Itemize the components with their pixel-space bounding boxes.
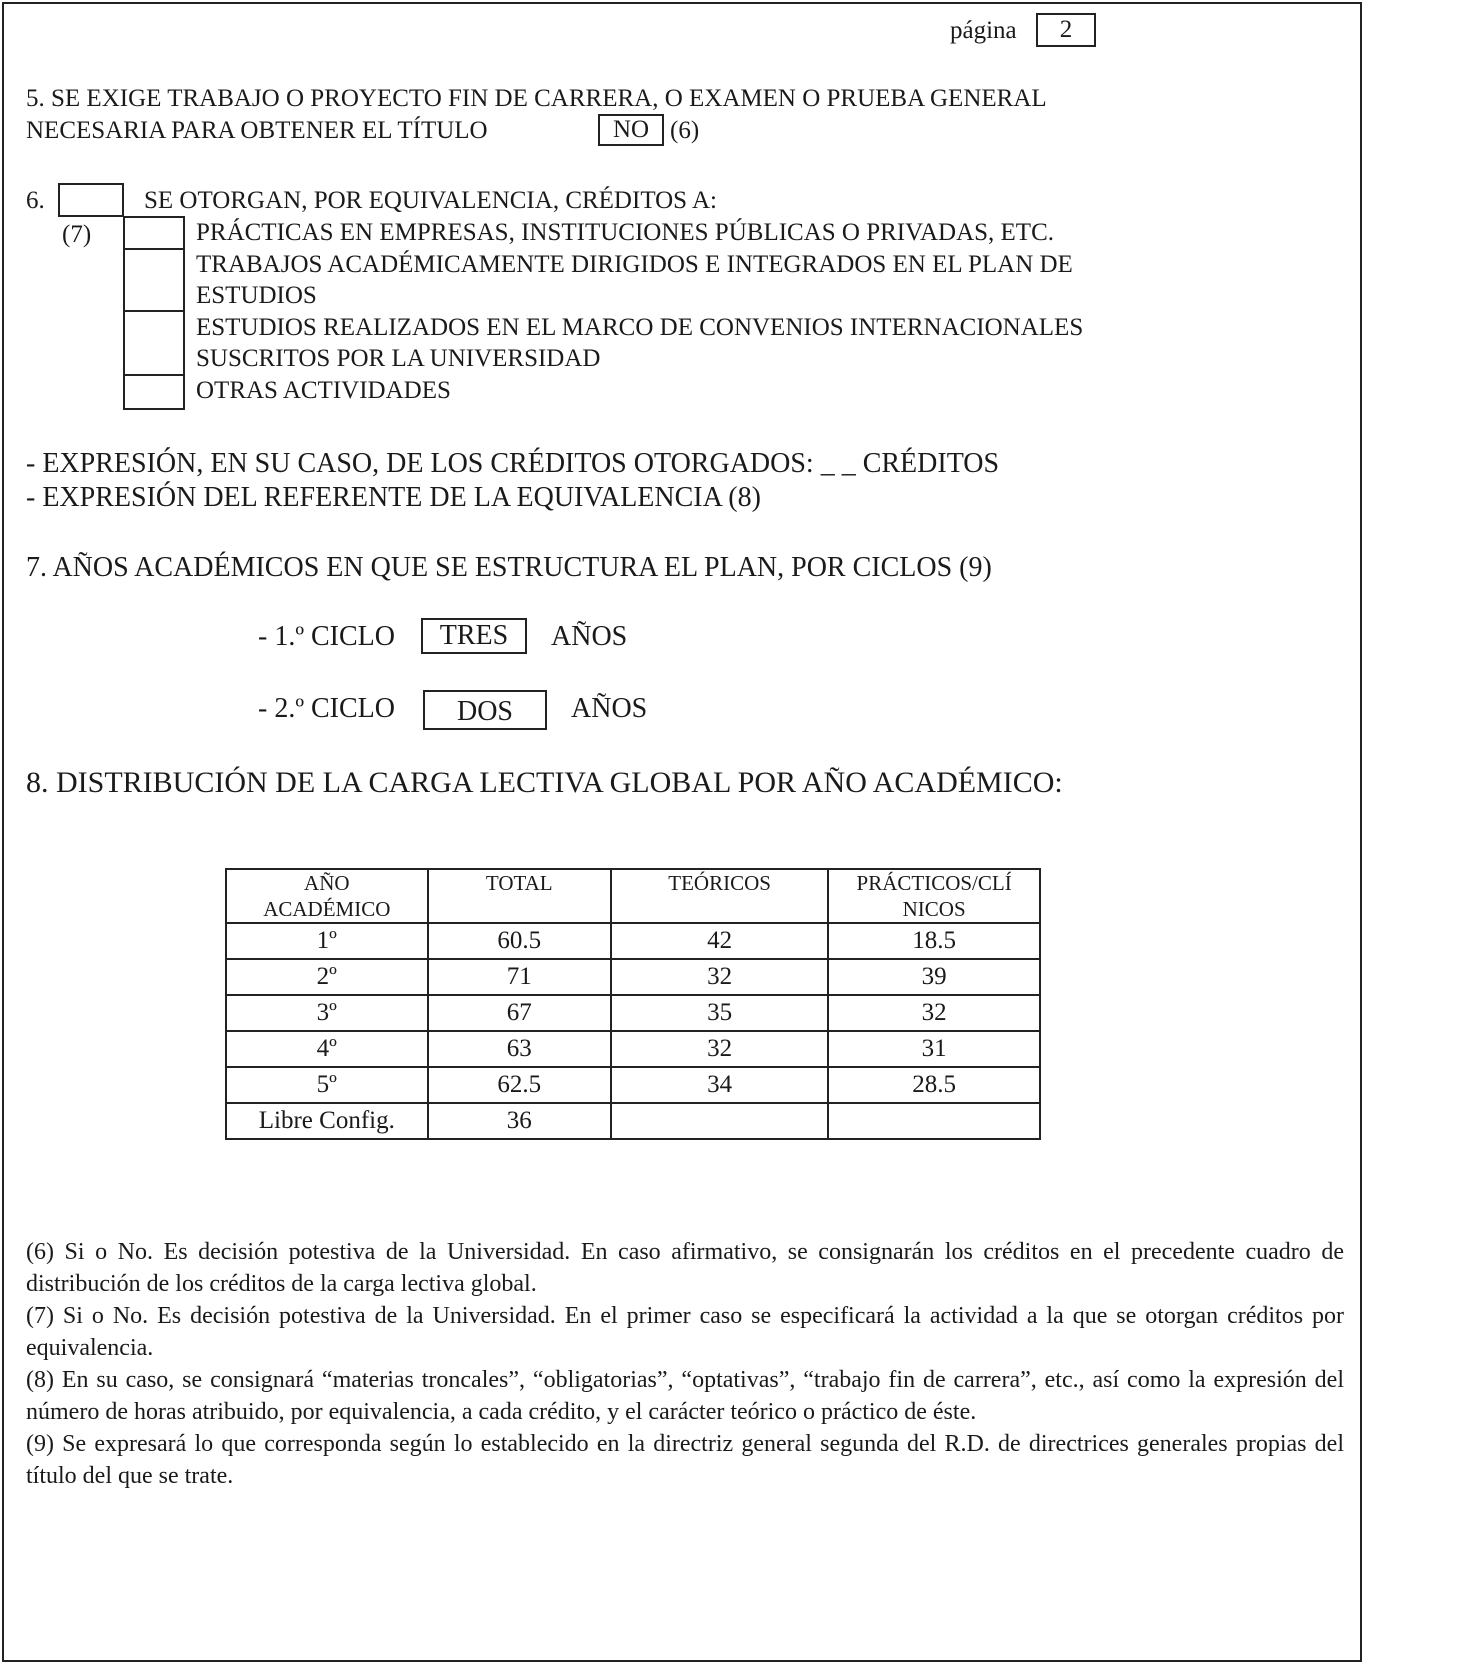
- cell-year: Libre Config.: [226, 1103, 428, 1139]
- header-ano-academico: AÑO ACADÉMICO: [226, 869, 428, 923]
- footnote-6: (6) Si o No. Es decisión potestiva de la Universidad. En caso afirmativo, se consignarán los créditos en el precedente cuadro de distribución de los créditos de la carga lectiva global.: [26, 1239, 1344, 1297]
- option-otras-label: OTRAS ACTIVIDADES: [196, 377, 451, 404]
- option-checkbox-practicas: [123, 216, 185, 250]
- option-estudios-label: ESTUDIOS REALIZADOS EN EL MARCO DE CONVENIOS INTERNACIONALES: [196, 314, 1084, 341]
- header-teoricos: TEÓRICOS: [611, 869, 828, 923]
- section5-note-ref: (6): [670, 117, 700, 144]
- cell-teoricos: 34: [611, 1067, 828, 1103]
- section6-note-ref: (7): [62, 221, 92, 248]
- cycle1-unit: AÑOS: [551, 621, 628, 652]
- cell-total: 62.5: [428, 1067, 611, 1103]
- cycle1-label: - 1.º CICLO: [258, 621, 396, 652]
- option-checkbox-otras: [123, 374, 185, 410]
- table-row: [226, 995, 1040, 1031]
- table-row: [226, 1031, 1040, 1067]
- page-label: página: [950, 17, 1017, 44]
- section5-line1: 5. SE EXIGE TRABAJO O PROYECTO FIN DE CARRERA, O EXAMEN O PRUEBA GENERAL: [26, 85, 1047, 112]
- cell-total: 67: [428, 995, 611, 1031]
- cell-practicos: [828, 1103, 1040, 1139]
- table-row: [226, 923, 1040, 959]
- table-header-row: [226, 869, 1040, 923]
- section5-line2: NECESARIA PARA OBTENER EL TÍTULO: [26, 117, 488, 144]
- option-checkbox-trabajos: [123, 248, 185, 312]
- cell-practicos: 28.5: [828, 1067, 1040, 1103]
- cell-total: 71: [428, 959, 611, 995]
- carga-lectiva-table: [225, 868, 1041, 1140]
- section8-title: 8. DISTRIBUCIÓN DE LA CARGA LECTIVA GLOBAL POR AÑO ACADÉMICO:: [26, 766, 1063, 799]
- section6-title: SE OTORGAN, POR EQUIVALENCIA, CRÉDITOS A:: [144, 187, 717, 214]
- table-row: [226, 1103, 1040, 1139]
- table-row: [226, 1067, 1040, 1103]
- footnotes: [26, 1236, 1344, 1492]
- header-total: TOTAL: [428, 869, 611, 923]
- cell-total: 36: [428, 1103, 611, 1139]
- option-trabajos-label: TRABAJOS ACADÉMICAMENTE DIRIGIDOS E INTEGRADOS EN EL PLAN DE: [196, 251, 1073, 278]
- cell-teoricos: [611, 1103, 828, 1139]
- footnote-7: (7) Si o No. Es decisión potestiva de la Universidad. En el primer caso se especificará la actividad a la que se otorgan créditos por equivalencia.: [26, 1303, 1344, 1361]
- footnote-8: (8) En su caso, se consignará “materias troncales”, “obligatorias”, “optativas”, “trabajo fin de carrera”, etc., así como la expresión del número de horas atribuido, por equivalencia, a cada crédito, y el carácter teórico o práctico de éste.: [26, 1367, 1344, 1425]
- cell-practicos: 32: [828, 995, 1040, 1031]
- cell-year: 2º: [226, 959, 428, 995]
- section6-main-checkbox: [58, 183, 124, 217]
- cell-year: 5º: [226, 1067, 428, 1103]
- cycle2-label: - 2.º CICLO: [258, 693, 396, 724]
- cell-teoricos: 42: [611, 923, 828, 959]
- cell-total: 60.5: [428, 923, 611, 959]
- option-estudios-label-2: SUSCRITOS POR LA UNIVERSIDAD: [196, 345, 601, 372]
- cell-teoricos: 35: [611, 995, 828, 1031]
- cell-year: 4º: [226, 1031, 428, 1067]
- page-number-box: 2: [1036, 13, 1096, 47]
- cycle2-value-box: DOS: [423, 690, 547, 730]
- section5-answer-box: NO: [598, 114, 664, 146]
- option-practicas-label: PRÁCTICAS EN EMPRESAS, INSTITUCIONES PÚBLICAS O PRIVADAS, ETC.: [196, 219, 1054, 246]
- cycle2-unit: AÑOS: [571, 693, 648, 724]
- footnote-9: (9) Se expresará lo que corresponda según lo establecido en la directriz general segunda del R.D. de directrices generales propias del título del que se trate.: [26, 1431, 1344, 1489]
- option-trabajos-label-2: ESTUDIOS: [196, 282, 317, 309]
- referente-equivalencia-line: - EXPRESIÓN DEL REFERENTE DE LA EQUIVALENCIA (8): [26, 482, 761, 513]
- cell-teoricos: 32: [611, 1031, 828, 1067]
- option-checkbox-estudios: [123, 310, 185, 376]
- cell-year: 1º: [226, 923, 428, 959]
- cycle1-value-box: TRES: [421, 618, 527, 654]
- cell-practicos: 31: [828, 1031, 1040, 1067]
- creditos-otorgados-line: - EXPRESIÓN, EN SU CASO, DE LOS CRÉDITOS OTORGADOS: _ _ CRÉDITOS: [26, 448, 1000, 479]
- cell-teoricos: 32: [611, 959, 828, 995]
- cell-practicos: 18.5: [828, 923, 1040, 959]
- table-row: [226, 959, 1040, 995]
- section6-number: 6.: [26, 187, 45, 214]
- cell-year: 3º: [226, 995, 428, 1031]
- cell-practicos: 39: [828, 959, 1040, 995]
- cell-total: 63: [428, 1031, 611, 1067]
- header-practicos-clinicos: PRÁCTICOS/CLÍ NICOS: [828, 869, 1040, 923]
- section7-title: 7. AÑOS ACADÉMICOS EN QUE SE ESTRUCTURA EL PLAN, POR CICLOS (9): [26, 552, 992, 583]
